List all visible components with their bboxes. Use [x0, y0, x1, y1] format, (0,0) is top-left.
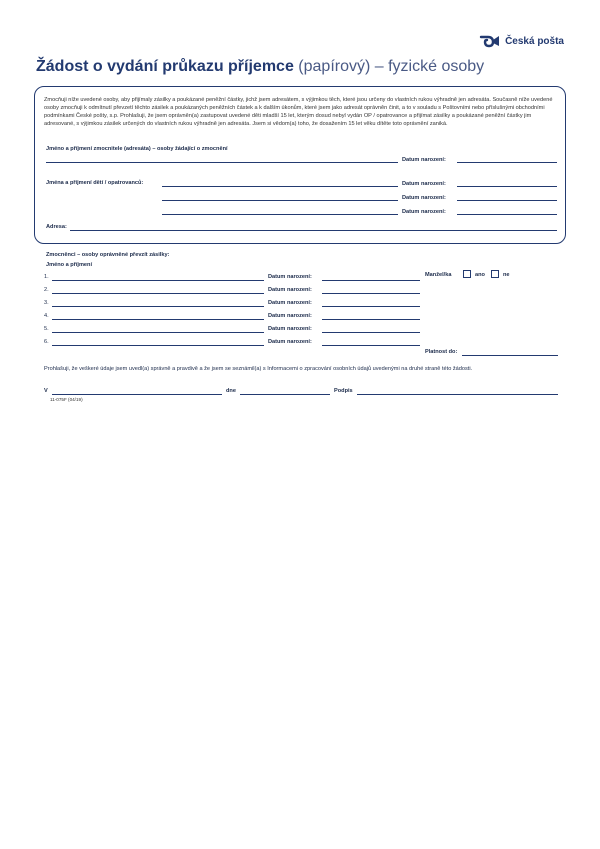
spouse-label: Manžel/ka: [425, 272, 452, 278]
agent-dob-field-3[interactable]: [322, 306, 420, 307]
agent-row-number: 4.: [44, 313, 49, 319]
children-label: Jména a příjmení dětí / opatrovanců:: [46, 180, 144, 186]
child-name-field-1[interactable]: [162, 186, 398, 187]
child-name-field-3[interactable]: [162, 214, 398, 215]
child-dob-field-3[interactable]: [457, 214, 557, 215]
post-horn-icon: [479, 34, 501, 48]
form-code: 11-075F (04/19): [50, 397, 83, 402]
grantor-dob-label: Datum narození:: [402, 157, 446, 163]
title-light: (papírový) – fyzické osoby: [293, 58, 485, 75]
child-dob-field-2[interactable]: [457, 200, 557, 201]
agent-row-number: 5.: [44, 326, 49, 332]
agent-name-field-6[interactable]: [52, 345, 264, 346]
signature-label: Podpis: [334, 388, 353, 394]
grantor-name-field[interactable]: [46, 162, 398, 163]
agent-dob-label-6: Datum narození:: [268, 339, 312, 345]
spouse-yes-checkbox[interactable]: [463, 270, 471, 278]
agent-dob-label-5: Datum narození:: [268, 326, 312, 332]
agent-row-number: 1.: [44, 274, 49, 280]
agent-name-field-4[interactable]: [52, 319, 264, 320]
agent-dob-label-1: Datum narození:: [268, 274, 312, 280]
date-label: dne: [226, 388, 236, 394]
child-name-field-2[interactable]: [162, 200, 398, 201]
grantor-name-label: Jméno a příjmení zmocnitele (adresáta) – osoby žádající o zmocnění: [46, 146, 228, 152]
child-dob-label-1: Datum narození:: [402, 181, 446, 187]
agent-name-field-3[interactable]: [52, 306, 264, 307]
address-field[interactable]: [70, 230, 557, 231]
signature-field[interactable]: [357, 394, 558, 395]
place-label: V: [44, 388, 48, 394]
date-field[interactable]: [240, 394, 330, 395]
page-title: [36, 58, 484, 76]
validity-field[interactable]: [462, 355, 558, 356]
agent-row-number: 3.: [44, 300, 49, 306]
spouse-no-checkbox[interactable]: [491, 270, 499, 278]
title-bold: Žádost o vydání průkazu příjemce: [36, 58, 294, 75]
agent-name-field-2[interactable]: [52, 293, 264, 294]
agent-dob-field-4[interactable]: [322, 319, 420, 320]
child-dob-field-1[interactable]: [457, 186, 557, 187]
agent-dob-label-2: Datum narození:: [268, 287, 312, 293]
agent-dob-field-6[interactable]: [322, 345, 420, 346]
grantor-dob-field[interactable]: [457, 162, 557, 163]
place-field[interactable]: [52, 394, 222, 395]
ceska-posta-logo: [479, 34, 564, 48]
spouse-no-label: ne: [503, 272, 510, 278]
agent-row-number: 6.: [44, 339, 49, 345]
agent-name-field-5[interactable]: [52, 332, 264, 333]
child-dob-label-3: Datum narození:: [402, 209, 446, 215]
validity-label: Platnost do:: [425, 349, 458, 355]
agents-name-label: Jméno a příjmení: [46, 262, 93, 268]
agent-dob-label-4: Datum narození:: [268, 313, 312, 319]
address-label: Adresa:: [46, 224, 67, 230]
intro-paragraph: Zmocňuji níže uvedené osoby, aby přijímaly zásilky a poukázané peněžní částky, jichž jsem adresátem, s výjimkou těch, které jsou určeny do vlastních rukou výhradně jen adresáta. Současně níže uvedené osoby zmocňuji k odmítnutí převzetí těchto zásilek a poukázaných peněžních částek a k dalším úkonům, které jsem jako adresát oprávněn činit, a to v souladu s Poštovními nebo příslušnými obchodními podmínkami České pošty, s.p. Prohlašuji, že jsem oprávněn(a) zastupovat uvedené děti mladší 15 let, kterým dosud nebyl vydán OP / opatrovance a přijímat zásilky a poukázané peněžní částky jim adresované, s výjimkou zásilek určených do vlastních rukou výhradně jen adresáta. Jsem si vědom(a) toho, že dosažením 15 let věku dítěte toto oprávnění zaniká.: [44, 97, 553, 128]
agent-row-number: 2.: [44, 287, 49, 293]
child-dob-label-2: Datum narození:: [402, 195, 446, 201]
agent-name-field-1[interactable]: [52, 280, 264, 281]
agents-heading: Zmocněnci – osoby oprávněné převzít zásilky:: [46, 252, 170, 258]
agent-dob-field-2[interactable]: [322, 293, 420, 294]
agent-dob-field-1[interactable]: [322, 280, 420, 281]
spouse-yes-label: ano: [475, 272, 485, 278]
agent-dob-label-3: Datum narození:: [268, 300, 312, 306]
declaration-text: Prohlašuji, že veškeré údaje jsem uvedl(a) správně a pravdivě a že jsem se seznámil(a) s Informacemi o zpracování osobních údajů uvedenými na druhé straně této žádosti.: [44, 366, 473, 372]
logo-text: Česká pošta: [505, 35, 564, 47]
agent-dob-field-5[interactable]: [322, 332, 420, 333]
